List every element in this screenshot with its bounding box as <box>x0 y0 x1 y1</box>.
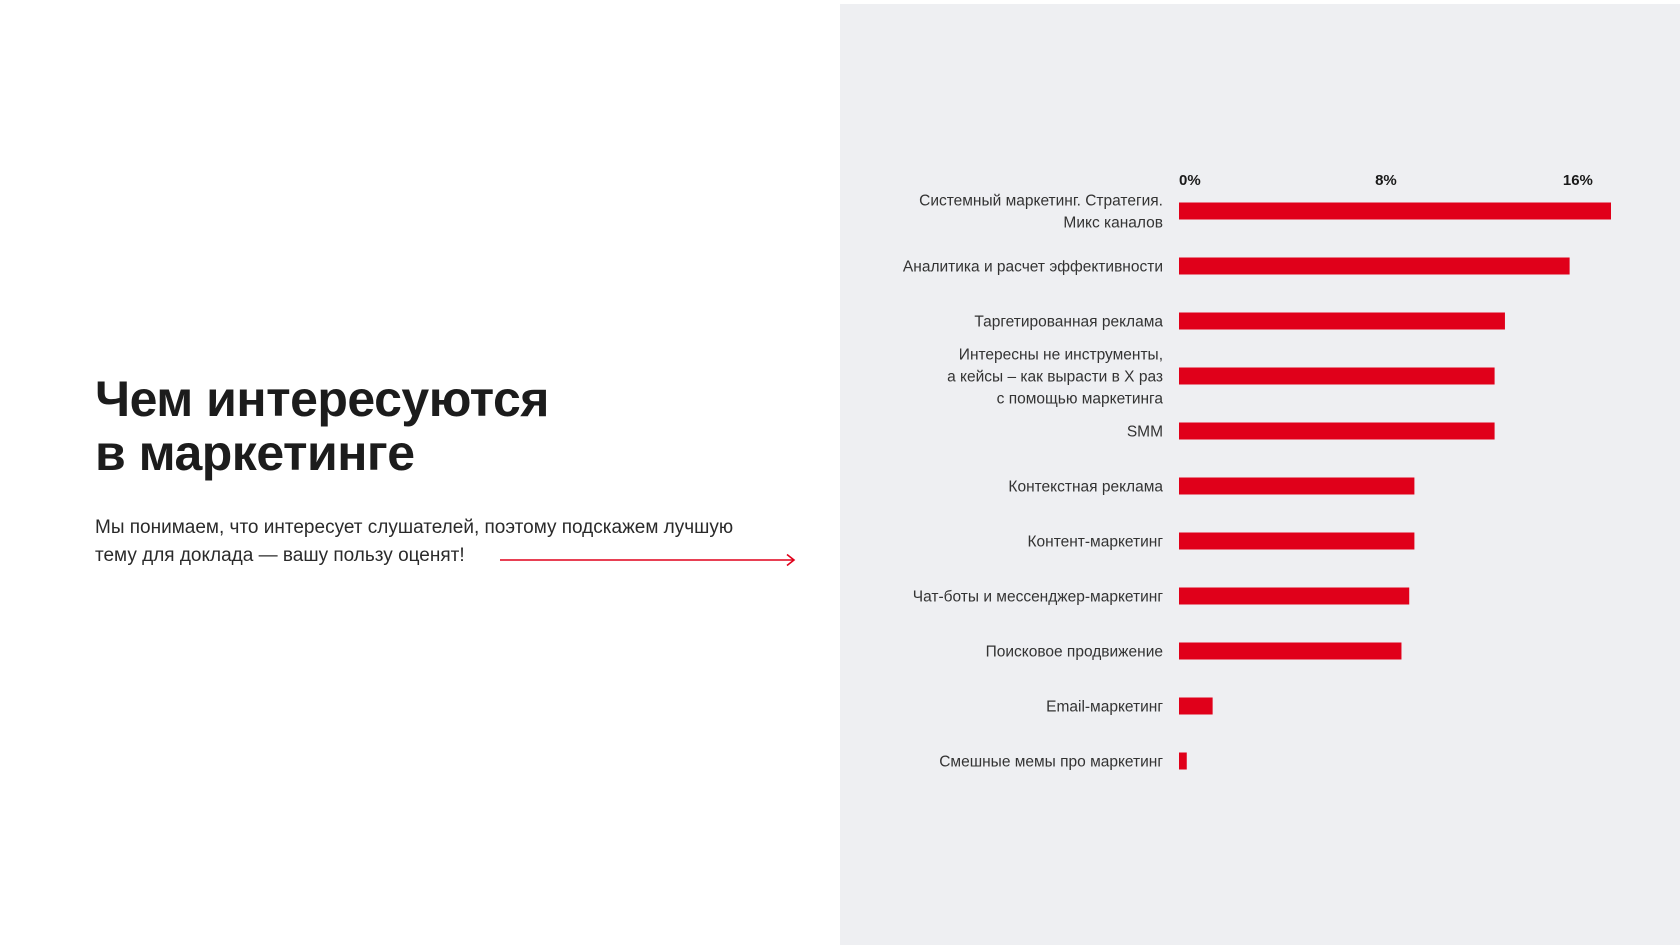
category-label <box>986 644 1163 661</box>
bar <box>1179 368 1495 385</box>
category-label-line: Контекстная реклама <box>1008 478 1163 496</box>
category-label <box>947 347 1163 408</box>
category-label-line: Аналитика и расчет эффективности <box>902 258 1163 276</box>
category-label-line: с помощью маркетинга <box>996 390 1163 408</box>
bar <box>1179 313 1505 330</box>
x-tick-label: 8% <box>1375 172 1397 189</box>
bar <box>1179 698 1213 715</box>
category-label-line: Чат-боты и мессенджер-маркетинг <box>912 588 1163 606</box>
description-line-2: тему для доклада — вашу пользу оценят! <box>95 545 465 566</box>
bar-chart <box>840 4 1680 945</box>
category-label <box>1008 479 1163 496</box>
arrow-right-icon <box>500 553 800 567</box>
category-label-line: Контент-маркетинг <box>1027 533 1163 551</box>
bar <box>1179 588 1409 605</box>
bar <box>1179 423 1495 440</box>
category-label <box>1027 534 1163 551</box>
category-label <box>919 193 1163 232</box>
chart-panel <box>840 4 1680 945</box>
category-label-line: SMM <box>1126 423 1163 441</box>
category-label <box>939 754 1163 771</box>
category-label-line: Микс каналов <box>1063 214 1163 232</box>
bar <box>1179 533 1414 550</box>
category-label <box>1127 424 1163 441</box>
category-label-line: Смешные мемы про маркетинг <box>939 753 1163 771</box>
page-title-line-1: Чем интересуются <box>95 371 549 427</box>
category-label-line: Системный маркетинг. Стратегия. <box>919 192 1163 210</box>
x-tick-label: 16% <box>1562 172 1593 189</box>
category-label-line: Поисковое продвижение <box>985 643 1163 661</box>
category-label-line: Email-маркетинг <box>1046 698 1163 716</box>
category-label-line: Интересны не инструменты, <box>958 346 1163 364</box>
category-label <box>974 314 1163 331</box>
page-title-line-2: в маркетинге <box>95 425 415 481</box>
bar <box>1179 203 1611 220</box>
bar <box>1179 643 1401 660</box>
x-tick-label: 0% <box>1179 172 1201 189</box>
bar <box>1179 478 1414 495</box>
category-label <box>913 589 1164 606</box>
category-label-line: а кейсы – как вырасти в Х раз <box>947 368 1163 386</box>
category-label <box>903 259 1163 276</box>
page-title <box>95 372 549 480</box>
bar <box>1179 753 1187 770</box>
category-label <box>1046 699 1163 716</box>
bar <box>1179 258 1570 275</box>
description-line-1: Мы понимаем, что интересует слушателей, поэтому подскажем лучшую <box>95 517 734 538</box>
category-label-line: Таргетированная реклама <box>974 313 1163 331</box>
